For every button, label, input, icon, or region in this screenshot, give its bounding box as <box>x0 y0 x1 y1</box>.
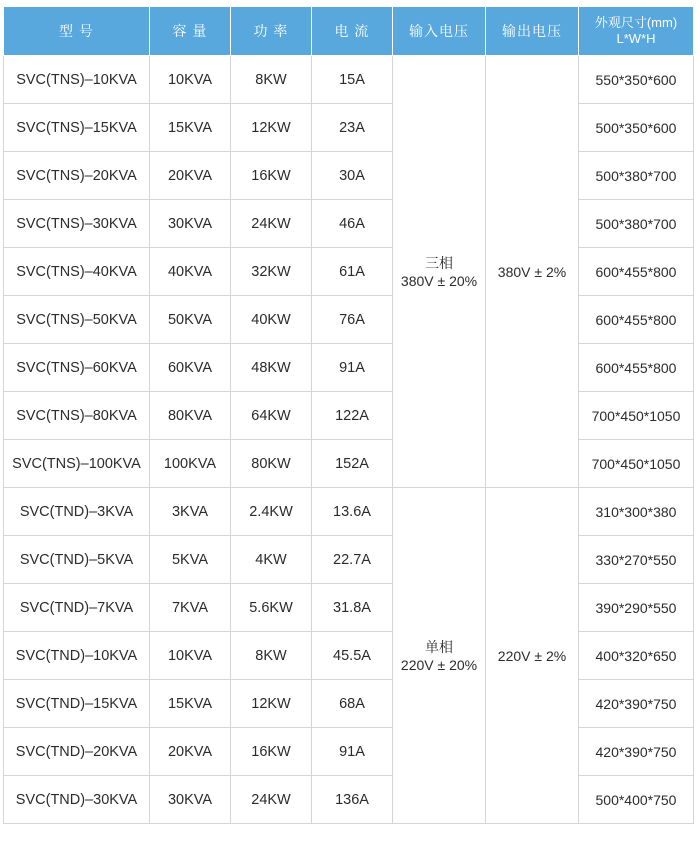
table-row <box>4 488 694 536</box>
table-header <box>4 7 694 56</box>
cell-power: 5.6KW <box>231 584 312 632</box>
cell-model: SVC(TND)–5KVA <box>4 536 150 584</box>
table-row <box>4 56 694 104</box>
cell-capacity: 30KVA <box>150 200 231 248</box>
cell-model: SVC(TND)–30KVA <box>4 776 150 824</box>
table-row <box>4 728 694 776</box>
cell-input-voltage-tnd <box>393 488 486 824</box>
cell-current: 22.7A <box>312 536 393 584</box>
header-power: 功 率 <box>231 7 312 56</box>
cell-current: 31.8A <box>312 584 393 632</box>
cell-dimensions: 600*455*800 <box>579 248 694 296</box>
cell-current: 152A <box>312 440 393 488</box>
header-dimensions-line2: L*W*H <box>616 31 656 46</box>
cell-dimensions: 600*455*800 <box>579 344 694 392</box>
cell-dimensions: 420*390*750 <box>579 728 694 776</box>
cell-model: SVC(TND)–10KVA <box>4 632 150 680</box>
table-row <box>4 776 694 824</box>
cell-model: SVC(TNS)–80KVA <box>4 392 150 440</box>
cell-input-voltage-tns-line1: 三相 <box>425 254 453 271</box>
header-input-voltage: 输入电压 <box>393 7 486 56</box>
cell-current: 23A <box>312 104 393 152</box>
cell-capacity: 50KVA <box>150 296 231 344</box>
cell-input-voltage-tns <box>393 56 486 488</box>
table-row <box>4 344 694 392</box>
cell-power: 24KW <box>231 776 312 824</box>
cell-capacity: 5KVA <box>150 536 231 584</box>
cell-current: 76A <box>312 296 393 344</box>
cell-power: 12KW <box>231 104 312 152</box>
cell-current: 61A <box>312 248 393 296</box>
cell-dimensions: 550*350*600 <box>579 56 694 104</box>
cell-power: 80KW <box>231 440 312 488</box>
cell-capacity: 80KVA <box>150 392 231 440</box>
cell-input-voltage-tns-line2: 380V ± 20% <box>400 272 478 289</box>
cell-capacity: 30KVA <box>150 776 231 824</box>
cell-power: 12KW <box>231 680 312 728</box>
cell-capacity: 60KVA <box>150 344 231 392</box>
cell-power: 16KW <box>231 728 312 776</box>
table-row <box>4 680 694 728</box>
cell-power: 64KW <box>231 392 312 440</box>
table-row <box>4 248 694 296</box>
header-model: 型 号 <box>4 7 150 56</box>
table-row <box>4 392 694 440</box>
cell-model: SVC(TNS)–60KVA <box>4 344 150 392</box>
cell-dimensions: 310*300*380 <box>579 488 694 536</box>
table-row <box>4 632 694 680</box>
table-row <box>4 584 694 632</box>
cell-dimensions: 500*380*700 <box>579 200 694 248</box>
spec-table-container <box>3 6 694 824</box>
cell-dimensions: 500*380*700 <box>579 152 694 200</box>
cell-output-voltage-tnd-line1: 220V ± 2% <box>497 647 567 664</box>
cell-model: SVC(TND)–20KVA <box>4 728 150 776</box>
cell-capacity: 3KVA <box>150 488 231 536</box>
cell-capacity: 20KVA <box>150 152 231 200</box>
cell-current: 122A <box>312 392 393 440</box>
cell-current: 45.5A <box>312 632 393 680</box>
cell-model: SVC(TND)–7KVA <box>4 584 150 632</box>
cell-power: 24KW <box>231 200 312 248</box>
cell-power: 4KW <box>231 536 312 584</box>
cell-output-voltage-tns <box>486 56 579 488</box>
cell-input-voltage-tnd-line1: 单相 <box>425 638 453 655</box>
cell-power: 40KW <box>231 296 312 344</box>
cell-power: 48KW <box>231 344 312 392</box>
cell-model: SVC(TND)–3KVA <box>4 488 150 536</box>
cell-capacity: 15KVA <box>150 104 231 152</box>
cell-output-voltage-tns-line1: 380V ± 2% <box>497 263 567 280</box>
cell-power: 8KW <box>231 632 312 680</box>
spec-table <box>3 6 694 824</box>
cell-capacity: 20KVA <box>150 728 231 776</box>
cell-capacity: 15KVA <box>150 680 231 728</box>
cell-current: 15A <box>312 56 393 104</box>
cell-power: 2.4KW <box>231 488 312 536</box>
header-dimensions-line1: 外观尺寸(mm) <box>594 15 678 30</box>
cell-dimensions: 390*290*550 <box>579 584 694 632</box>
cell-current: 30A <box>312 152 393 200</box>
cell-model: SVC(TNS)–50KVA <box>4 296 150 344</box>
cell-capacity: 100KVA <box>150 440 231 488</box>
cell-model: SVC(TNS)–40KVA <box>4 248 150 296</box>
cell-capacity: 40KVA <box>150 248 231 296</box>
cell-dimensions: 400*320*650 <box>579 632 694 680</box>
cell-model: SVC(TNS)–30KVA <box>4 200 150 248</box>
cell-current: 91A <box>312 728 393 776</box>
cell-model: SVC(TND)–15KVA <box>4 680 150 728</box>
cell-current: 91A <box>312 344 393 392</box>
cell-current: 13.6A <box>312 488 393 536</box>
table-row <box>4 440 694 488</box>
cell-current: 136A <box>312 776 393 824</box>
cell-model: SVC(TNS)–10KVA <box>4 56 150 104</box>
header-row <box>4 7 694 56</box>
table-row <box>4 200 694 248</box>
cell-dimensions: 600*455*800 <box>579 296 694 344</box>
header-capacity: 容 量 <box>150 7 231 56</box>
cell-current: 68A <box>312 680 393 728</box>
table-row <box>4 104 694 152</box>
cell-dimensions: 500*350*600 <box>579 104 694 152</box>
cell-output-voltage-tnd <box>486 488 579 824</box>
cell-capacity: 10KVA <box>150 632 231 680</box>
cell-current: 46A <box>312 200 393 248</box>
cell-power: 8KW <box>231 56 312 104</box>
table-row <box>4 296 694 344</box>
cell-model: SVC(TNS)–20KVA <box>4 152 150 200</box>
cell-capacity: 10KVA <box>150 56 231 104</box>
cell-dimensions: 500*400*750 <box>579 776 694 824</box>
table-row <box>4 152 694 200</box>
cell-capacity: 7KVA <box>150 584 231 632</box>
cell-dimensions: 700*450*1050 <box>579 440 694 488</box>
cell-dimensions: 700*450*1050 <box>579 392 694 440</box>
cell-input-voltage-tnd-line2: 220V ± 20% <box>400 656 478 673</box>
table-body <box>4 56 694 824</box>
cell-dimensions: 420*390*750 <box>579 680 694 728</box>
cell-model: SVC(TNS)–100KVA <box>4 440 150 488</box>
cell-model: SVC(TNS)–15KVA <box>4 104 150 152</box>
header-current: 电 流 <box>312 7 393 56</box>
cell-power: 32KW <box>231 248 312 296</box>
cell-power: 16KW <box>231 152 312 200</box>
header-dimensions <box>579 7 694 56</box>
header-output-voltage: 输出电压 <box>486 7 579 56</box>
cell-dimensions: 330*270*550 <box>579 536 694 584</box>
table-row <box>4 536 694 584</box>
